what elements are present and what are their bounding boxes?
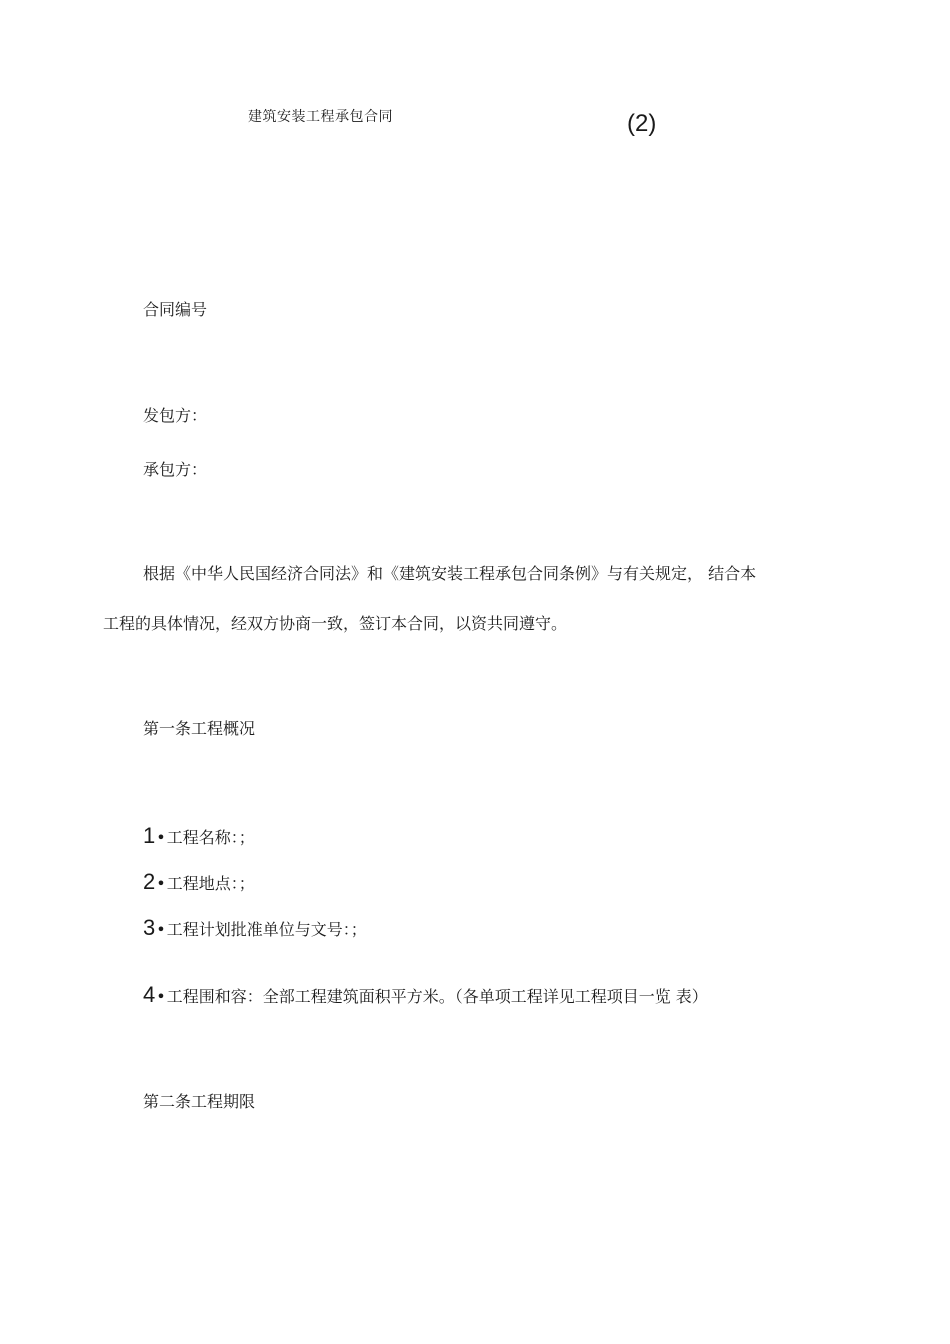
document-title: 建筑安装工程承包合同 [248, 109, 393, 125]
list-item-text: 工程计划批准单位与文号：； [166, 920, 367, 939]
list-item-number: 1 [143, 823, 156, 848]
document-title-number: (2) [627, 110, 657, 137]
list-item-text: 工程地点：； [166, 874, 255, 893]
list-item-number: 3 [143, 915, 156, 940]
article-2-heading: 第二条工程期限 [143, 1092, 256, 1111]
list-item-text: 工程名称：； [166, 828, 255, 847]
list-item [143, 915, 367, 941]
preamble-line-2: 工程的具体情况，经双方协商一致，签订本合同，以资共同遵守。 [103, 614, 568, 633]
list-item [143, 982, 708, 1008]
bullet-icon: • [156, 874, 166, 893]
list-item-number: 2 [143, 869, 156, 894]
bullet-icon: • [156, 920, 166, 939]
party-b-label: 承包方： [143, 460, 208, 479]
list-item [143, 869, 255, 895]
list-item-text: 工程围和容：全部工程建筑面积平方米。（各单项工程详见工程项目一览 表） [166, 987, 708, 1006]
contract-number-label: 合同编号 [143, 300, 208, 319]
preamble-line-1: 根据《中华人民国经济合同法》和《建筑安装工程承包合同条例》与有关规定， 结合本 [143, 564, 757, 583]
bullet-icon: • [156, 828, 166, 847]
article-1-heading: 第一条工程概况 [143, 719, 256, 738]
list-item-number: 4 [143, 982, 156, 1007]
list-item [143, 823, 255, 849]
party-a-label: 发包方： [143, 406, 208, 425]
bullet-icon: • [156, 987, 166, 1006]
